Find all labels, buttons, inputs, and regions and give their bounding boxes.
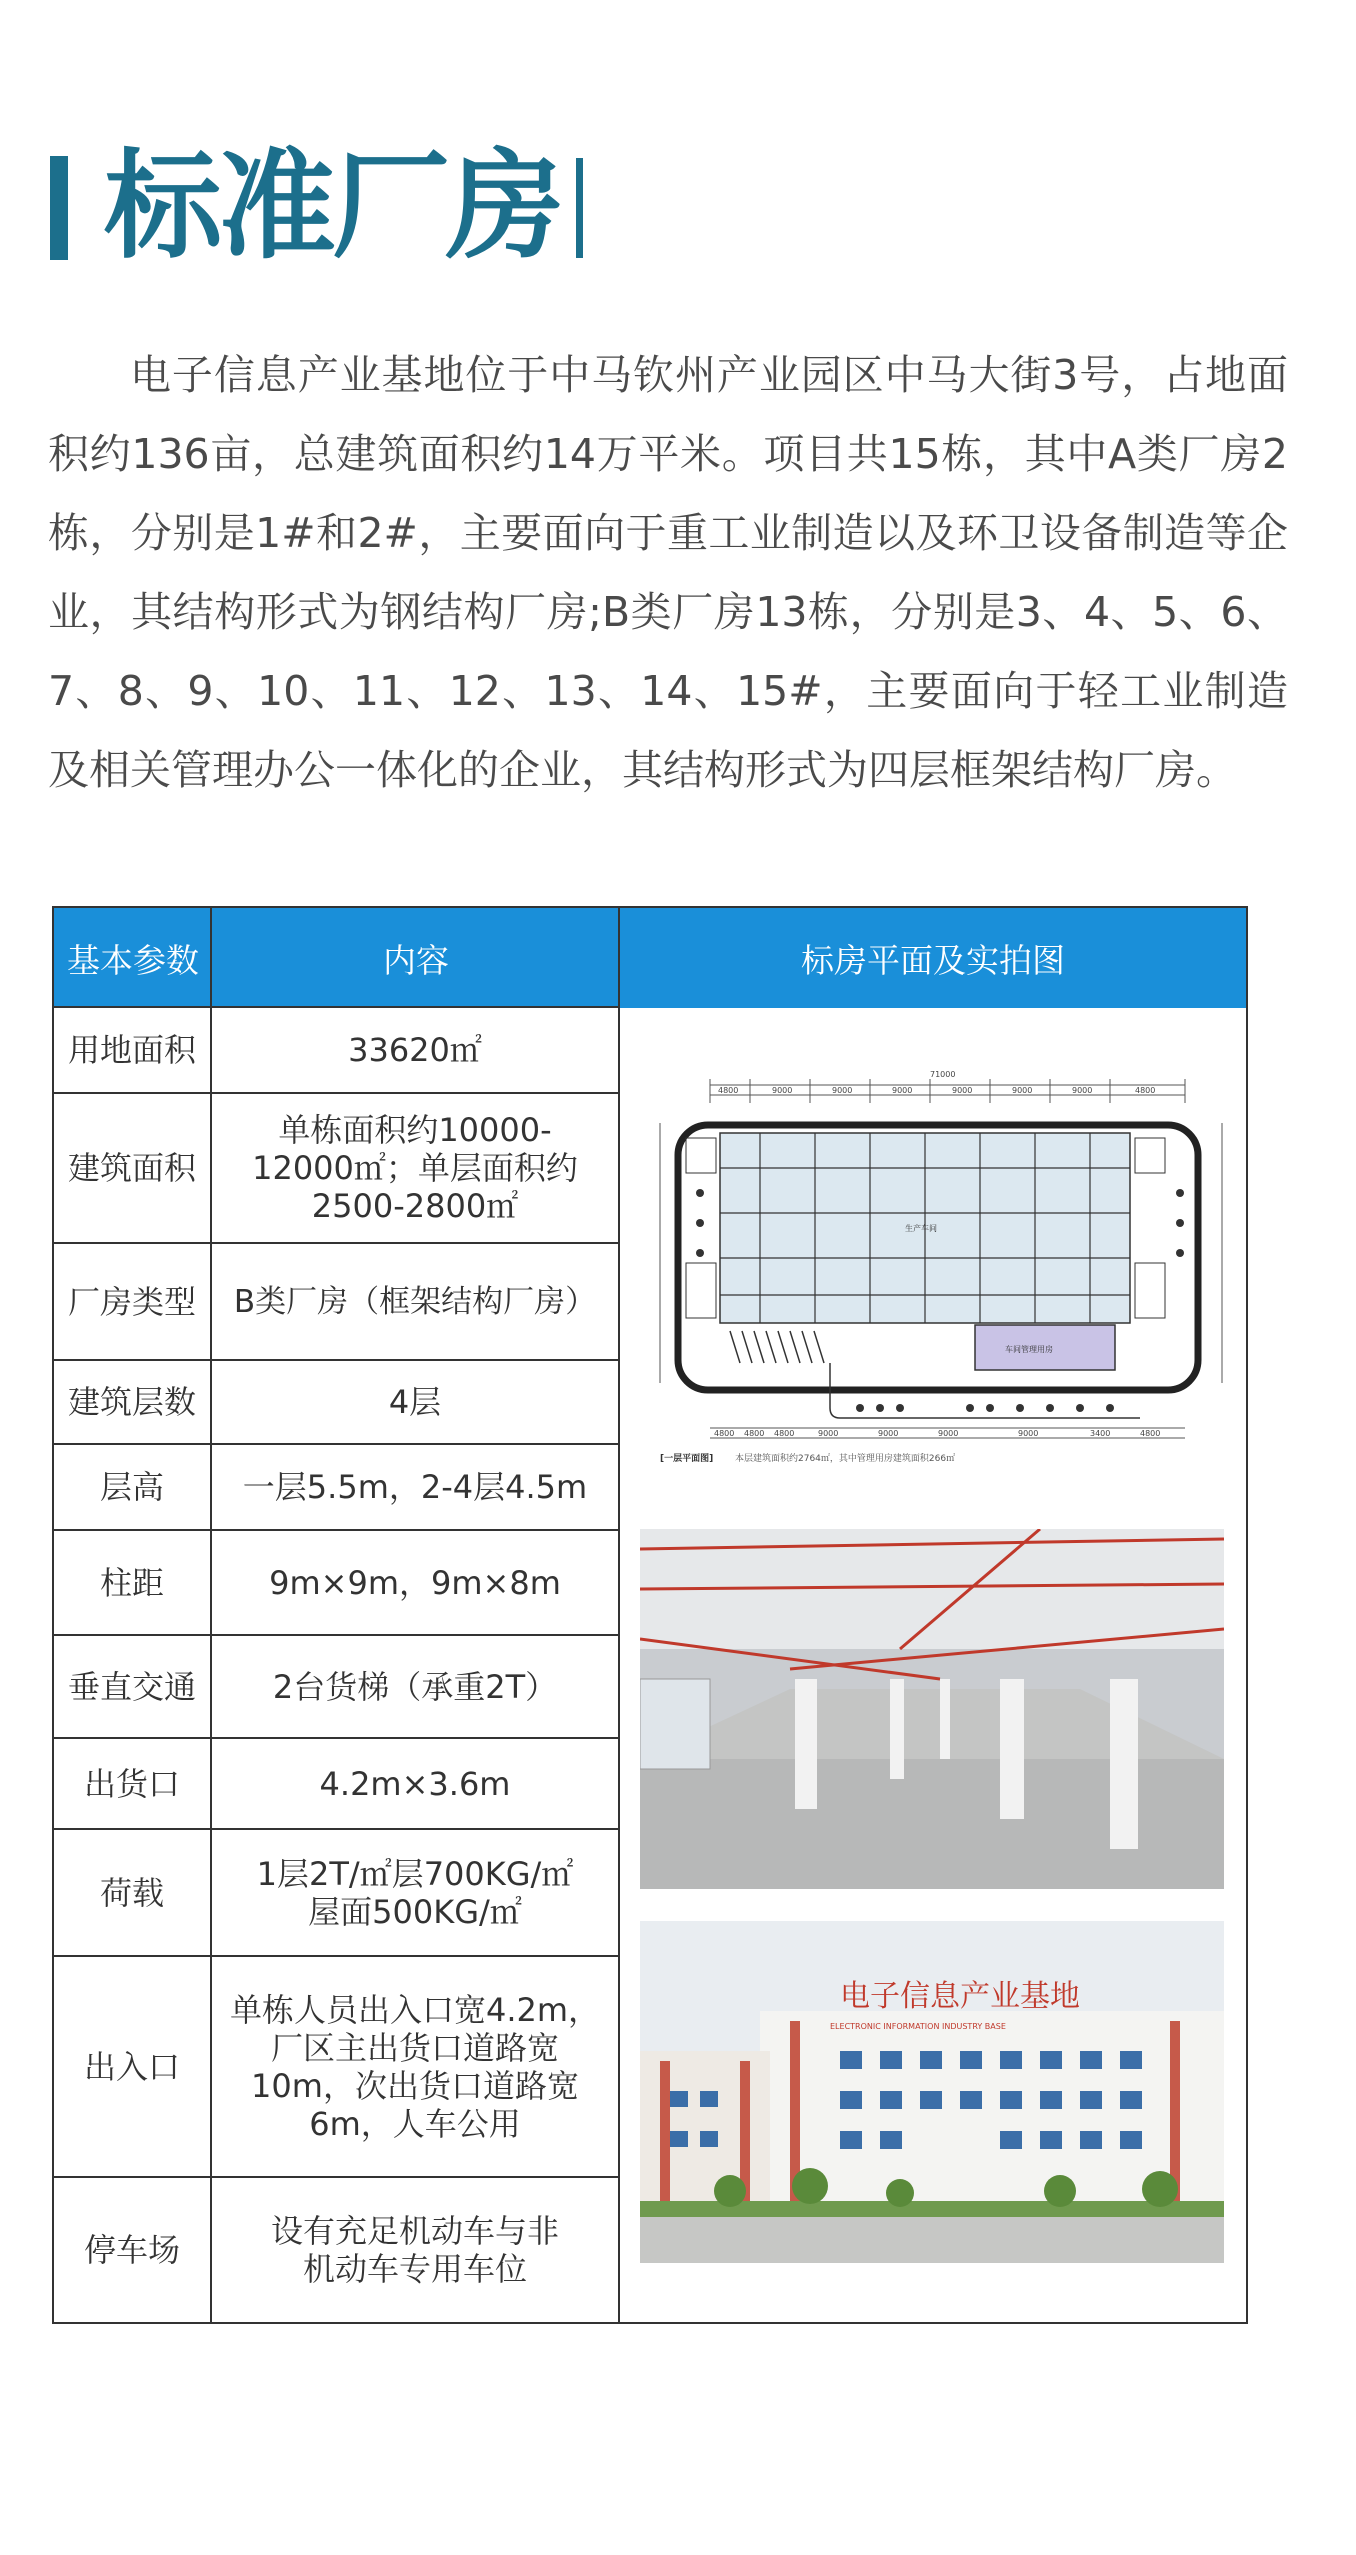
- header-content: 内容: [212, 908, 620, 1008]
- title-right-bar: [576, 158, 583, 258]
- dim-label: 9000: [832, 1086, 853, 1095]
- intro-paragraph: [48, 336, 1288, 810]
- dim-label: 9000: [1072, 1086, 1093, 1095]
- dim-label: 9000: [1018, 1429, 1039, 1438]
- content-cell: 单栋人员出入口宽4.2m，厂区主出货口道路宽10m，次出货口道路宽6m，人车公用: [229, 1990, 601, 2143]
- dim-label: 9000: [818, 1429, 839, 1438]
- plan-caption: 本层建筑面积约2764㎡，其中管理用房建筑面积266㎡: [735, 1454, 956, 1464]
- dim-label: 4800: [1140, 1429, 1161, 1438]
- dim-label: 9000: [1012, 1086, 1033, 1095]
- building-sign-en: ELECTRONIC INFORMATION INDUSTRY BASE: [830, 2022, 1006, 2031]
- exterior-photo: [640, 1921, 1224, 2263]
- content-cell: 9m×9m，9m×8m: [269, 1563, 561, 1602]
- dim-label: 4800: [718, 1086, 739, 1095]
- header-param: 基本参数: [54, 908, 212, 1008]
- content-cell: 4层: [388, 1383, 442, 1421]
- dim-label: 9000: [772, 1086, 793, 1095]
- content-cell: 2台货梯（承重2T）: [272, 1667, 558, 1706]
- dim-label: 3400: [1090, 1429, 1111, 1438]
- param-cell: 荷载: [99, 1873, 164, 1912]
- dim-label: 9000: [878, 1429, 899, 1438]
- dim-total: 71000: [930, 1070, 956, 1079]
- param-cell: 出货口: [83, 1764, 180, 1803]
- content-cell: B类厂房（框架结构厂房）: [233, 1283, 597, 1320]
- dim-label: 4800: [1135, 1086, 1156, 1095]
- intro-text: 电子信息产业基地位于中马钦州产业园区中马大街3号，占地面积约136亩，总建筑面积约14万平米。项目共15栋，其中A类厂房2栋，分别是1#和2#，主要面向于重工业制造以及环卫设备制造等企业，其结构形式为钢结构厂房;B类厂房13栋，分别是3、4、5、6、7、8、9、10、11、12、13、14、15#，主要面向于轻工业制造及相关管理办公一体化的企业，其结构形式为四层框架结构厂房。: [48, 351, 1288, 794]
- dim-label: 4800: [744, 1429, 765, 1438]
- building-sign: 电子信息产业基地: [840, 1979, 1080, 2014]
- param-cell: 出入口: [83, 2047, 180, 2086]
- title-left-bar: [50, 156, 68, 260]
- content-cell: 33620㎡: [348, 1031, 482, 1069]
- dim-label: 4800: [714, 1429, 735, 1438]
- content-cell: 4.2m×3.6m: [319, 1764, 511, 1803]
- dim-label: 9000: [952, 1086, 973, 1095]
- param-cell: 厂房类型: [67, 1282, 196, 1321]
- param-cell: 建筑层数: [67, 1383, 196, 1421]
- dim-label: 4800: [774, 1429, 795, 1438]
- content-cell: 设有充足机动车与非机动车专用车位: [270, 2212, 559, 2288]
- header-images: 标房平面及实拍图: [620, 908, 1246, 1008]
- interior-photo: [640, 1529, 1224, 1889]
- page-title: 标准厂房: [104, 137, 561, 275]
- param-cell: 层高: [99, 1468, 164, 1506]
- column-divider: [618, 908, 620, 2322]
- office-label: 车间管理用房: [1005, 1345, 1053, 1354]
- param-cell: 停车场: [83, 2231, 180, 2269]
- content-cell: 单栋面积约10000-12000㎡；单层面积约2500-2800㎡: [252, 1111, 578, 1225]
- param-cell: 建筑面积: [67, 1149, 196, 1187]
- param-cell: 柱距: [99, 1563, 164, 1602]
- plan-caption-title: [一层平面图]: [660, 1454, 714, 1464]
- content-cell: 一层5.5m，2-4层4.5m: [242, 1468, 588, 1506]
- content-cell: 1层2T/㎡层700KG/㎡屋面500KG/㎡: [256, 1854, 574, 1931]
- dim-label: 9000: [938, 1429, 959, 1438]
- param-cell: 垂直交通: [67, 1667, 196, 1706]
- floor-plan: [640, 1063, 1240, 1473]
- param-cell: 用地面积: [67, 1031, 196, 1069]
- dim-label: 9000: [892, 1086, 913, 1095]
- hall-label: 生产车间: [905, 1224, 937, 1233]
